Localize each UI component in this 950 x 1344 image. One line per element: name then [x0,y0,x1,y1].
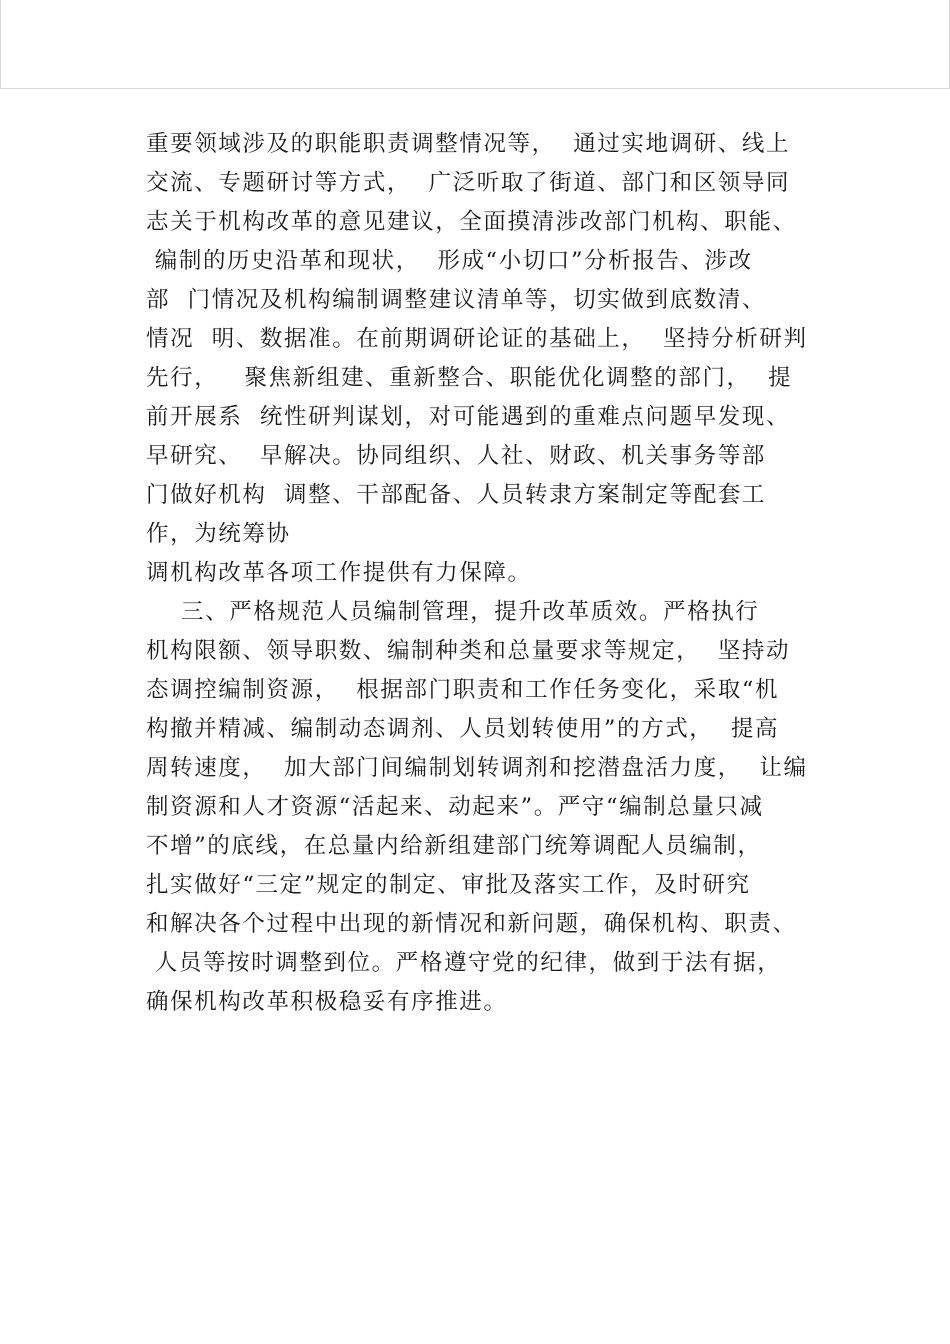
text-line: 门做好机构 调整、干部配备、人员转隶方案制定等配套工 [146,482,767,508]
text-line: 确保机构改革积极稳妥有序推进。 [146,989,508,1015]
text-line: 重要领域涉及的职能职责调整情况等， 通过实地调研、线上 [146,131,791,157]
text-line: 交流、专题研讨等方式， 广泛听取了街道、部门和区领导同 [146,170,791,196]
text-line: 人员等按时调整到位。严格遵守党的纪律，做到于法有据， [146,950,782,976]
text-line: 志关于机构改革的意见建议，全面摸清涉改部门机构、职能、 [146,209,797,235]
paragraph-section-three [146,593,846,1022]
text-line: 机构限额、领导职数、编制种类和总量要求等规定， 坚持动 [146,638,791,664]
text-line: 不增”的底线，在总量内给新组建部门统筹调配人员编制， [146,833,762,859]
page-top-band [0,0,950,89]
text-line: 先行， 聚焦新组建、重新整合、职能优化调整的部门， 提 [146,365,793,391]
text-line: 前开展系 统性研判谋划，对可能遇到的重难点问题早发现、 [146,404,791,430]
text-line: 制资源和人才资源“活起来、动起来”。严守“编制总量只减 [146,794,764,820]
text-line: 态调控编制资源， 根据部门职责和工作任务变化，采取“机 [146,677,780,703]
text-line: 作，为统筹协 [146,521,291,547]
text-line: 三、严格规范人员编制管理，提升改革质效。严格执行 [146,599,760,625]
document-body [146,125,846,1022]
paragraph-continued [146,125,846,593]
text-line: 和解决各个过程中出现的新情况和新问题，确保机构、职责、 [146,911,797,937]
text-line: 周转速度， 加大部门间编制划转调剂和挖潜盘活力度， 让编 [146,755,808,781]
text-line: 早研究、 早解决。协同组织、人社、财政、机关事务等部 [146,443,767,469]
text-line: 编制的历史沿革和现状， 形成“小切口”分析报告、涉改 [146,248,753,274]
text-line: 调机构改革各项工作提供有力保障。 [146,560,532,586]
text-line: 部 门情况及机构编制调整建议清单等，切实做到底数清、 [146,287,767,313]
text-line: 扎实做好“三定”规定的制定、审批及落实工作，及时研究 [146,872,751,898]
text-line: 构撤并精减、编制动态调剂、人员划转使用”的方式， 提高 [146,716,780,742]
text-line: 情况 明、数据准。在前期调研论证的基础上， 坚持分析研判 [146,326,808,352]
